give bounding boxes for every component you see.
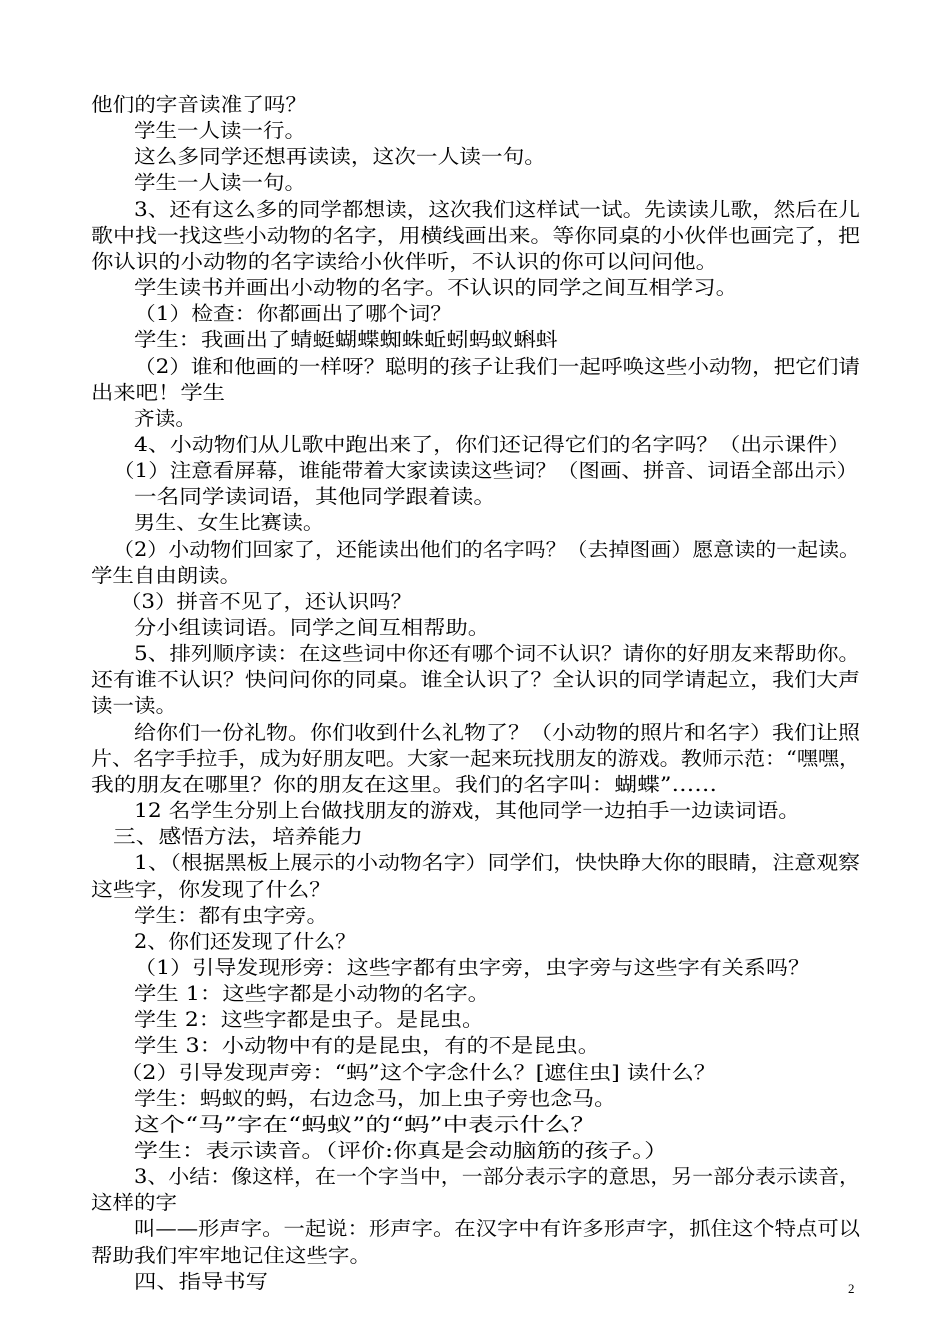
- text-line: （1）注意看屏幕，谁能带着大家读读这些词？（图画、拼音、词语全部出示）: [113, 459, 859, 482]
- text-line: 一名同学读词语，其他同学跟着读。: [134, 485, 497, 508]
- text-line: 这个“马”字在“蚂蚁”的“蚂”中表示什么？: [134, 1113, 597, 1136]
- text-line: 学生 3：小动物中有的是昆虫，有的不是昆虫。: [134, 1034, 600, 1057]
- text-line: 学生：表示读音。（评价:你真是会动脑筋的孩子。）: [134, 1139, 669, 1162]
- text-line: 出来吧！学生: [91, 381, 226, 404]
- text-line: 这么多同学还想再读读，这次一人读一句。: [134, 145, 546, 168]
- text-line: （3）拼音不见了，还认识吗？: [120, 590, 413, 613]
- text-line: 给你们一份礼物。你们收到什么礼物了？（小动物的照片和名字）我们让照: [134, 721, 861, 744]
- text-line: 这些字，你发现了什么？: [91, 878, 331, 901]
- text-line: 学生：都有虫字旁。: [134, 904, 328, 927]
- text-line: 三、感悟方法，培养能力: [113, 825, 364, 848]
- text-line: 读一读。: [91, 694, 177, 717]
- text-line: 片、名字手拉手，成为好朋友吧。大家一起来玩找朋友的游戏。教师示范：“嘿嘿，: [91, 747, 861, 770]
- text-line: 1、（根据黑板上展示的小动物名字）同学们，快快睁大你的眼睛，注意观察: [134, 851, 861, 874]
- text-line: 学生一人读一行。: [134, 119, 306, 142]
- text-line: 还有谁不认识？快问问你的同桌。谁全认识了？全认识的同学请起立，我们大声: [91, 668, 861, 691]
- page-number: 2: [848, 1281, 855, 1296]
- text-line: （1）检查：你都画出了哪个词？: [134, 302, 452, 325]
- text-line: 学生自由朗读。: [91, 564, 242, 587]
- text-line: 学生：蚂蚁的蚂，右边念马，加上虫子旁也念马。: [134, 1087, 616, 1110]
- text-line: 学生：我画出了蜻蜓蝴蝶蜘蛛蚯蚓蚂蚁蝌蚪: [134, 328, 558, 351]
- text-line: 叫——形声字。一起说：形声字。在汉字中有许多形声字，抓住这个特点可以: [134, 1217, 861, 1240]
- text-line: 他们的字音读准了吗？: [91, 93, 307, 116]
- text-line: 学生读书并画出小动物的名字。不认识的同学之间互相学习。: [134, 276, 739, 299]
- text-line: 4、小动物们从儿歌中跑出来了，你们还记得它们的名字吗？（出示课件）: [134, 433, 851, 456]
- text-line: 帮助我们牢牢地记住这些字。: [91, 1244, 371, 1267]
- text-line: （1）引导发现形旁：这些字都有虫字旁，虫字旁与这些字有关系吗？: [134, 956, 811, 979]
- text-line: 齐读。: [134, 407, 197, 430]
- text-line: 3、还有这么多的同学都想读，这次我们这样试一试。先读读儿歌，然后在儿: [134, 198, 861, 221]
- text-line: 这样的字: [91, 1191, 177, 1214]
- text-line: （2）引导发现声旁：“蚂”这个字念什么？[遮住虫] 读什么？: [120, 1061, 717, 1084]
- text-line: 四、指导书写: [134, 1270, 269, 1293]
- text-line: 你认识的小动物的名字读给小伙伴听，不认识的你可以问问他。: [91, 250, 719, 273]
- text-line: 学生 1：这些字都是小动物的名字。: [134, 982, 490, 1005]
- text-line: 3、小结：像这样，在一个字当中，一部分表示字的意思，另一部分表示读音，: [134, 1165, 861, 1188]
- text-line: 男生、女生比赛读。: [134, 511, 325, 534]
- text-line: 学生一人读一句。: [134, 171, 306, 194]
- text-line: （2）谁和他画的一样呀？聪明的孩子让我们一起呼唤这些小动物，把它们请: [134, 355, 861, 378]
- text-line: 分小组读词语。同学之间互相帮助。: [134, 616, 490, 639]
- text-line: 12 名学生分别上台做找朋友的游戏，其他同学一边拍手一边读词语。: [134, 799, 801, 822]
- text-line: （2）小动物们回家了，还能读出他们的名字吗？（去掉图画）愿意读的一起读。: [113, 538, 861, 561]
- text-line: 我的朋友在哪里？你的朋友在这里。我们的名字叫：蝴蝶”……: [91, 773, 718, 796]
- text-line: 5、排列顺序读：在这些词中你还有哪个词不认识？请你的好朋友来帮助你。: [134, 642, 861, 665]
- text-line: 学生 2：这些字都是虫子。是昆虫。: [134, 1008, 484, 1031]
- text-line: 2、你们还发现了什么？: [134, 930, 356, 953]
- text-line: 歌中找一找这些小动物的名字，用横线画出来。等你同桌的小伙伴也画完了，把: [91, 224, 861, 247]
